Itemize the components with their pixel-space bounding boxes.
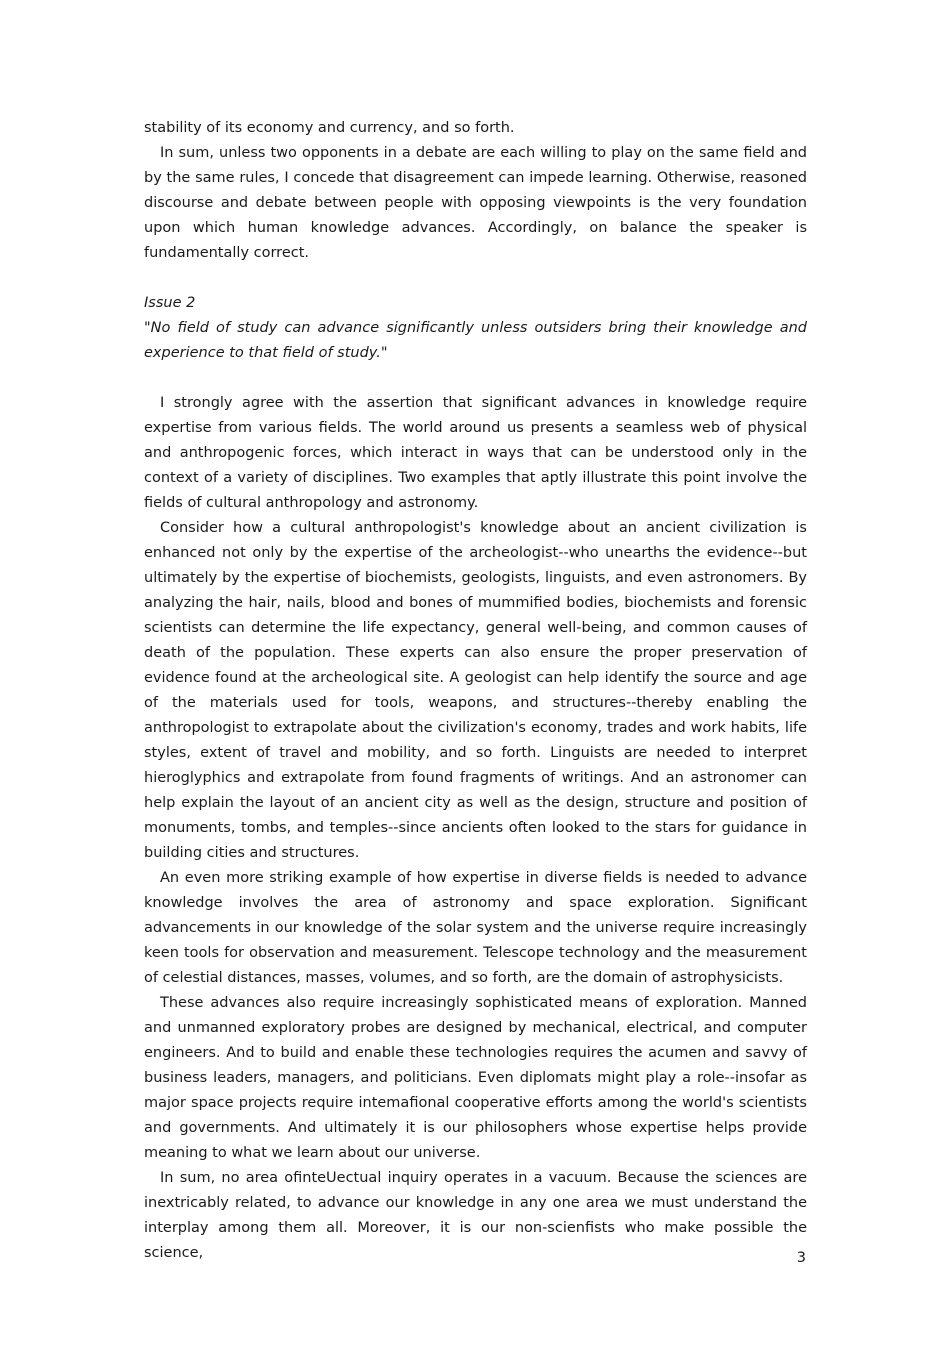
issue-title: Issue 2 (144, 295, 196, 311)
paragraph-continuation: stability of its economy and currency, and so forth. (144, 120, 515, 136)
document-page (144, 116, 807, 1266)
body-paragraph: Consider how a cultural anthropologist's knowledge about an ancient civilization is enhanced not only by the expertise of the archeologist--who unearths the evidence--but ultimately by the expertise of biochemists, geologists, linguists, and even astronomers. By analyzing the hair, nails, blood and bones of mummified bodies, biochemists and forensic scientists can determine the life expectancy, general well-being, and common causes of death of the population. These experts can also ensure the proper preservation of evidence found at the archeological site. A geologist can help identify the source and age of the materials used for tools, weapons, and structures--thereby enabling the anthropologist to extrapolate about the civilization's economy, trades and work habits, life styles, extent of travel and mobility, and so forth. Linguists are needed to interpret hieroglyphics and extrapolate from found fragments of writings. And an astronomer can help explain the layout of an ancient city as well as the design, structure and position of monuments, tombs, and temples--since ancients often looked to the stars for guidance in building cities and structures. (144, 520, 807, 861)
body-paragraph: An even more striking example of how expertise in diverse fields is needed to advance knowledge involves the area of astronomy and space exploration. Significant advancements in our knowledge of the solar system and the universe require increasingly keen tools for observation and measurement. Telescope technology and the measurement of celestial distances, masses, volumes, and so forth, are the domain of astrophysicists. (144, 870, 807, 986)
section-spacer (144, 266, 807, 291)
body-paragraph: These advances also require increasingly sophisticated means of exploration. Manned and unmanned exploratory probes are designed by mechanical, electrical, and computer engineers. And to build and enable these technologies requires the acumen and savvy of business leaders, managers, and politicians. Even diplomats might play a role--insofar as major space projects require intemafional cooperative efforts among the world's scientists and governments. And ultimately it is our philosophers whose expertise helps provide meaning to what we learn about our universe. (144, 995, 807, 1161)
body-paragraph: In sum, no area ofinteUectual inquiry operates in a vacuum. Because the sciences are inextricably related, to advance our knowledge in any one area we must understand the interplay among them all. Moreover, it is our non-scienfists who make possible the science, (144, 1170, 807, 1261)
issue-quote: "No field of study can advance significantly unless outsiders bring their knowledge and experience to that field of study." (144, 320, 807, 361)
page-number: 3 (796, 1250, 806, 1266)
section-spacer (144, 366, 807, 391)
body-paragraph: I strongly agree with the assertion that significant advances in knowledge require expertise from various fields. The world around us presents a seamless web of physical and anthropogenic forces, which interact in ways that can be understood only in the context of a variety of disciplines. Two examples that aptly illustrate this point involve the fields of cultural anthropology and astronomy. (144, 395, 807, 511)
paragraph-conclusion-issue-1: In sum, unless two opponents in a debate are each willing to play on the same field and by the same rules, I concede that disagreement can impede learning. Otherwise, reasoned discourse and debate between people with opposing viewpoints is the very foundation upon which human knowledge advances. Accordingly, on balance the speaker is fundamentally correct. (144, 145, 807, 261)
